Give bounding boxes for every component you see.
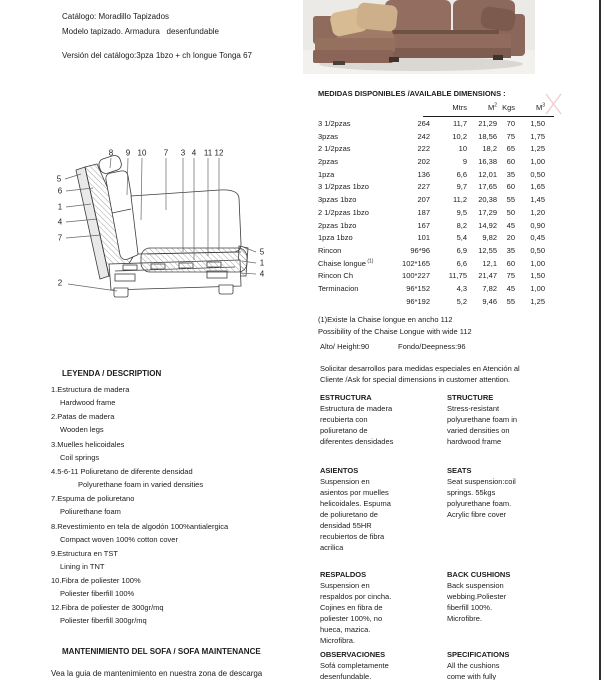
spec-section-es bbox=[320, 465, 445, 553]
table-cell-size: 96*192 bbox=[406, 296, 430, 306]
dimensions-title: MEDIDAS DISPONIBLES /AVAILABLE DIMENSIONS : bbox=[318, 89, 506, 98]
legend-list bbox=[51, 385, 311, 635]
table-cell-name: 3 1/2pzas 1bzo bbox=[318, 182, 369, 192]
table-cell-mtrs: 10,2 bbox=[452, 131, 467, 141]
table-cell-mtrs: 9,7 bbox=[456, 182, 467, 192]
table-cell-m3: 0,90 bbox=[530, 220, 545, 230]
table-cell-mtrs: 4,3 bbox=[456, 283, 467, 293]
table-cell-m2: 20,38 bbox=[478, 195, 497, 205]
diagram-callout-number: 4 bbox=[259, 269, 265, 279]
diagram-callout-number: 4 bbox=[57, 217, 63, 227]
table-cell-m2: 14,92 bbox=[478, 220, 497, 230]
table-row bbox=[318, 298, 554, 311]
diagram-callout-number: 1 bbox=[57, 202, 63, 212]
diagram-callout-number: 3 bbox=[180, 148, 186, 158]
table-cell-m3: 1,75 bbox=[530, 131, 545, 141]
legend-item-en: Polyurethane foam in varied densities bbox=[78, 479, 204, 489]
table-cell-m2: 18,56 bbox=[478, 131, 497, 141]
table-cell-size: 96*96 bbox=[410, 245, 430, 255]
table-cell-size: 100*227 bbox=[402, 271, 430, 281]
table-cell-name: 2pzas bbox=[318, 157, 339, 167]
table-cell-kgs: 55 bbox=[506, 296, 515, 306]
table-cell-name: 2 1/2pzas 1bzo bbox=[318, 207, 369, 217]
table-cell-mtrs: 5,4 bbox=[456, 233, 467, 243]
table-cell-m3: 1,20 bbox=[530, 207, 545, 217]
diagram-callout-number: 7 bbox=[163, 148, 169, 158]
depth-label: Fondo/Deepness:96 bbox=[398, 342, 466, 351]
spec-section-line: Suspension en bbox=[320, 581, 370, 590]
legend-item-es: 2.Patas de madera bbox=[51, 412, 115, 422]
column-header: $M^3$ bbox=[535, 102, 545, 112]
table-cell-size: 227 bbox=[417, 182, 430, 192]
legend-item-en: Poliurethane foam bbox=[60, 507, 121, 517]
table-cell-size: 222 bbox=[417, 144, 430, 154]
table-cell-mtrs: 9 bbox=[462, 157, 467, 167]
table-cell-m3: 1,00 bbox=[530, 157, 545, 167]
legend-item-en: Coil springs bbox=[60, 452, 100, 462]
diagram-callout-number: 6 bbox=[57, 186, 63, 196]
table-cell-m3: 0,50 bbox=[530, 169, 545, 179]
table-cell-kgs: 75 bbox=[506, 131, 515, 141]
table-cell-mtrs: 11,7 bbox=[452, 119, 467, 128]
table-cell-mtrs: 5,2 bbox=[456, 296, 467, 306]
table-cell-m2: 12,55 bbox=[478, 245, 497, 255]
spec-section-line: Microfibre. bbox=[447, 614, 483, 623]
spec-section-line: Seat suspension:coil bbox=[447, 477, 516, 486]
spec-section-line: poliester 100%, no bbox=[320, 614, 383, 623]
legend-item-en: Poliester fiberfill 300gr/mq bbox=[60, 616, 147, 626]
spec-section-line: helicoidales. Espuma bbox=[320, 499, 391, 508]
spec-section-line: polyurethane foam. bbox=[447, 499, 512, 508]
table-cell-m2: 17,29 bbox=[478, 207, 497, 217]
spec-section-title: SEATS bbox=[447, 466, 472, 475]
table-cell-m2: 18,2 bbox=[482, 144, 497, 154]
spec-section-line: hueca, mazica. bbox=[320, 625, 371, 634]
table-cell-name: 3pzas bbox=[318, 131, 339, 141]
legend-item-es: 7.Espuma de poliuretano bbox=[51, 494, 135, 504]
column-header: $M^2$ bbox=[487, 102, 497, 112]
table-cell-size: 101 bbox=[417, 233, 430, 243]
table-cell-m3: 1,50 bbox=[530, 271, 545, 281]
table-header-underline bbox=[423, 116, 554, 117]
table-cell-name: 3 1/2pzas bbox=[318, 119, 351, 128]
table-row bbox=[318, 285, 554, 298]
sofa-diagram-drawing bbox=[35, 140, 285, 298]
spec-section-line: varied densities on bbox=[447, 426, 510, 435]
spec-section-title: OBSERVACIONES bbox=[320, 650, 386, 659]
legend-item-en: Hardwood frame bbox=[60, 398, 116, 407]
sofa-cross-section-diagram bbox=[35, 140, 285, 300]
table-cell-kgs: 60 bbox=[506, 258, 515, 268]
table-cell-kgs: 45 bbox=[506, 283, 515, 293]
spec-section-en bbox=[447, 392, 572, 447]
table-cell-kgs: 20 bbox=[506, 233, 515, 243]
spec-section-line: respaldos por cincha. bbox=[320, 592, 392, 601]
spec-section-line: densidad 55HR bbox=[320, 521, 372, 530]
column-header: Mtrs bbox=[452, 103, 467, 112]
table-cell-mtrs: 11,2 bbox=[452, 195, 467, 205]
table-cell-mtrs: 6,6 bbox=[456, 258, 467, 268]
spec-section-line: fiberfill 100%. bbox=[447, 603, 493, 612]
table-cell-m2: 21,29 bbox=[478, 119, 497, 128]
special-request-line-2: Cliente /Ask for special dimensions in customer attention. bbox=[320, 375, 511, 384]
spec-section-line: recubierta con bbox=[320, 415, 368, 424]
table-cell-m2: 16,38 bbox=[478, 157, 497, 167]
table-cell-kgs: 55 bbox=[506, 195, 515, 205]
spec-section-line: webbing.Poliester bbox=[447, 592, 507, 601]
special-request-line-1: Solicitar desarrollos para medidas especiales en Atención al bbox=[320, 364, 520, 373]
table-cell-name: 2pzas 1bzo bbox=[318, 220, 357, 230]
table-cell-size: 207 bbox=[417, 195, 430, 205]
maintenance-title: MANTENIMIENTO DEL SOFA / SOFA MAINTENANCE bbox=[62, 647, 261, 656]
maintenance-body: Vea la guia de mantenimiento en nuestra zona de descarga bbox=[51, 669, 263, 678]
diagram-callout-number: 4 bbox=[191, 148, 197, 158]
table-cell-size: 96*152 bbox=[406, 283, 430, 293]
dimensions-table bbox=[318, 104, 554, 310]
table-cell-name: Rincon bbox=[318, 245, 342, 255]
table-cell-size: 167 bbox=[417, 220, 430, 230]
table-row bbox=[318, 234, 554, 247]
spec-section-es bbox=[320, 392, 445, 447]
legend-item-es: 9.Estructura en TST bbox=[51, 548, 118, 558]
spec-section-line: asientos por muelles bbox=[320, 488, 389, 497]
column-header: Kgs bbox=[502, 103, 515, 112]
height-label: Alto/ Height:90 bbox=[320, 342, 370, 351]
table-cell-m3: 0,45 bbox=[530, 233, 545, 243]
table-row bbox=[318, 222, 554, 235]
table-cell-mtrs: 10 bbox=[458, 144, 467, 154]
version-line: Versión del catálogo:3pza 1bzo + ch longue Tonga 67 bbox=[62, 51, 252, 60]
spec-section-line: recubiertos de fibra bbox=[320, 532, 385, 541]
spec-section-line: Estructura de madera bbox=[320, 404, 393, 413]
table-cell-size: 264 bbox=[417, 119, 430, 128]
table-note-1: (1)Existe la Chaise longue en ancho 112 bbox=[318, 315, 453, 324]
spec-section-line: Sofá completamente bbox=[320, 661, 389, 670]
spec-section-es bbox=[320, 569, 445, 646]
legend-item-es: 12.Fibra de poliester de 300gr/mq bbox=[51, 603, 164, 613]
table-cell-m2: 17,65 bbox=[478, 182, 497, 192]
table-cell-size: 187 bbox=[417, 207, 430, 217]
table-cell-m3: 1,00 bbox=[530, 283, 545, 293]
model-line: Modelo tapizado. Armadura desenfundable bbox=[62, 27, 219, 36]
spec-section-title: BACK CUSHIONS bbox=[447, 570, 511, 579]
spec-section-line: de poliuretano de bbox=[320, 510, 378, 519]
table-row bbox=[318, 158, 554, 171]
table-cell-m3: 1,45 bbox=[530, 195, 545, 205]
table-cell-size: 242 bbox=[417, 131, 430, 141]
table-cell-name: 2 1/2pzas bbox=[318, 144, 351, 154]
table-cell-kgs: 60 bbox=[506, 182, 515, 192]
sofa-photo bbox=[303, 0, 535, 74]
table-cell-m2: 21,47 bbox=[478, 271, 497, 281]
table-cell-m3: 1,25 bbox=[530, 296, 545, 306]
table-cell-kgs: 60 bbox=[506, 157, 515, 167]
spec-section-line: poliuretano de bbox=[320, 426, 368, 435]
spec-section-line: polyurethane foam in bbox=[447, 415, 518, 424]
legend-item-es: 4.5-6-11 Poliuretano de diferente densidad bbox=[51, 466, 193, 476]
legend-item-es: 8.Revestimiento en tela de algodón 100%antialergica bbox=[51, 521, 229, 531]
spec-section-line: All the cushions bbox=[447, 661, 500, 670]
table-cell-kgs: 35 bbox=[506, 169, 515, 179]
table-cell-kgs: 45 bbox=[506, 220, 515, 230]
diagram-callout-number: 1 bbox=[259, 258, 265, 268]
spec-section-line: Suspension en bbox=[320, 477, 370, 486]
dimensions-table-body bbox=[318, 120, 554, 310]
legend-item-es: 3.Muelles helicoidales bbox=[51, 439, 125, 449]
spec-section-line: springs. 55kgs bbox=[447, 488, 496, 497]
table-cell-m3: 1,00 bbox=[530, 258, 545, 268]
table-cell-size: 136 bbox=[417, 169, 430, 179]
sofa-photo-drawing bbox=[303, 0, 535, 74]
legend-item-en: Poliester fiberfill 100% bbox=[60, 589, 135, 599]
spec-section-line: acrilica bbox=[320, 543, 344, 552]
spec-section-title: ESTRUCTURA bbox=[320, 393, 372, 402]
table-cell-mtrs: 6,6 bbox=[456, 169, 467, 179]
table-cell-name: 3pzas 1bzo bbox=[318, 195, 357, 205]
legend-item-en: Wooden legs bbox=[60, 425, 104, 435]
table-cell-size: 202 bbox=[417, 157, 430, 167]
legend-item-en: Compact woven 100% cotton cover bbox=[60, 534, 178, 544]
table-cell-m2: 7,82 bbox=[482, 283, 497, 293]
catalog-title-line: Catálogo: Moradillo Tapizados bbox=[62, 12, 170, 21]
spec-section-line: hardwood frame bbox=[447, 437, 502, 446]
table-cell-m3: 1,50 bbox=[530, 119, 545, 128]
spec-section-title: ASIENTOS bbox=[320, 466, 359, 475]
table-cell-m3: 1,65 bbox=[530, 182, 545, 192]
spec-section-line: Cojines en fibra de bbox=[320, 603, 383, 612]
table-cell-mtrs: 8,2 bbox=[456, 220, 467, 230]
table-row bbox=[318, 196, 554, 209]
diagram-callout-number: 2 bbox=[57, 278, 63, 288]
table-note-2: Possibility of the Chaise Longue with wide 112 bbox=[318, 327, 472, 336]
table-row bbox=[318, 247, 554, 260]
spec-section-title: STRUCTURE bbox=[447, 393, 494, 402]
spec-section-line: Back suspension bbox=[447, 581, 504, 590]
spec-section-en bbox=[447, 465, 572, 520]
diagram-callout-number: 10 bbox=[137, 148, 147, 158]
diagram-callout-number: 5 bbox=[56, 174, 62, 184]
table-cell-kgs: 75 bbox=[506, 271, 515, 281]
table-cell-mtrs: 6,9 bbox=[456, 245, 467, 255]
spec-section-line: desenfundable. bbox=[320, 672, 372, 680]
table-cell-kgs: 50 bbox=[506, 207, 515, 217]
legend-item-es: 10.Fibra de poliester 100% bbox=[51, 576, 141, 586]
diagram-callout-number: 12 bbox=[214, 148, 224, 158]
table-cell-m2: 9,46 bbox=[482, 296, 497, 306]
diagram-callout-number: 11 bbox=[203, 148, 213, 158]
table-cell-name: 1pza bbox=[318, 169, 335, 179]
spec-section-title: SPECIFICATIONS bbox=[447, 650, 510, 659]
table-row bbox=[318, 133, 554, 146]
spec-section-en bbox=[447, 569, 572, 624]
table-cell-kgs: 35 bbox=[506, 245, 515, 255]
spec-section-line: Microfibra. bbox=[320, 636, 356, 645]
table-cell-mtrs: 11,75 bbox=[448, 271, 467, 281]
table-cell-name: Terminacion bbox=[318, 283, 359, 293]
table-cell-name: 1pza 1bzo bbox=[318, 233, 353, 243]
spec-section-line: Stress-resistant bbox=[447, 404, 500, 413]
table-cell-m2: 9,82 bbox=[482, 233, 497, 243]
legend-item-es: 1.Estructura de madera bbox=[51, 385, 130, 394]
diagram-callout-number: 5 bbox=[259, 247, 265, 257]
table-cell-mtrs: 9,5 bbox=[456, 207, 467, 217]
table-cell-m3: 0,50 bbox=[530, 245, 545, 255]
table-row bbox=[318, 120, 554, 133]
spec-section-es bbox=[320, 649, 445, 680]
table-cell-m3: 1,25 bbox=[530, 144, 545, 154]
legend-title: LEYENDA / DESCRIPTION bbox=[62, 369, 162, 378]
table-cell-m2: 12,1 bbox=[482, 258, 497, 268]
table-row bbox=[318, 145, 554, 158]
legend-item-en: Lining in TNT bbox=[60, 561, 105, 571]
table-row bbox=[318, 209, 554, 222]
spec-section-title: RESPALDOS bbox=[320, 570, 367, 579]
page-right-border bbox=[599, 0, 601, 680]
table-cell-m2: 12,01 bbox=[478, 169, 497, 179]
spec-section-en bbox=[447, 649, 572, 680]
table-cell-name: Rincon Ch bbox=[318, 271, 354, 281]
table-cell-kgs: 70 bbox=[506, 119, 515, 128]
spec-section-line: come with fully bbox=[447, 672, 497, 680]
table-row bbox=[318, 260, 554, 273]
spec-section-line: Acrylic fibre cover bbox=[447, 510, 507, 519]
diagram-callout-number: 8 bbox=[108, 148, 114, 158]
table-cell-kgs: 65 bbox=[506, 144, 515, 154]
spec-section-line: diferentes densidades bbox=[320, 437, 394, 446]
diagram-callout-number: 9 bbox=[125, 148, 131, 158]
table-cell-name: Chaise longue $^{(1)}$ bbox=[318, 258, 374, 268]
table-cell-size: 102*165 bbox=[402, 258, 430, 268]
diagram-callout-number: 7 bbox=[57, 233, 63, 243]
